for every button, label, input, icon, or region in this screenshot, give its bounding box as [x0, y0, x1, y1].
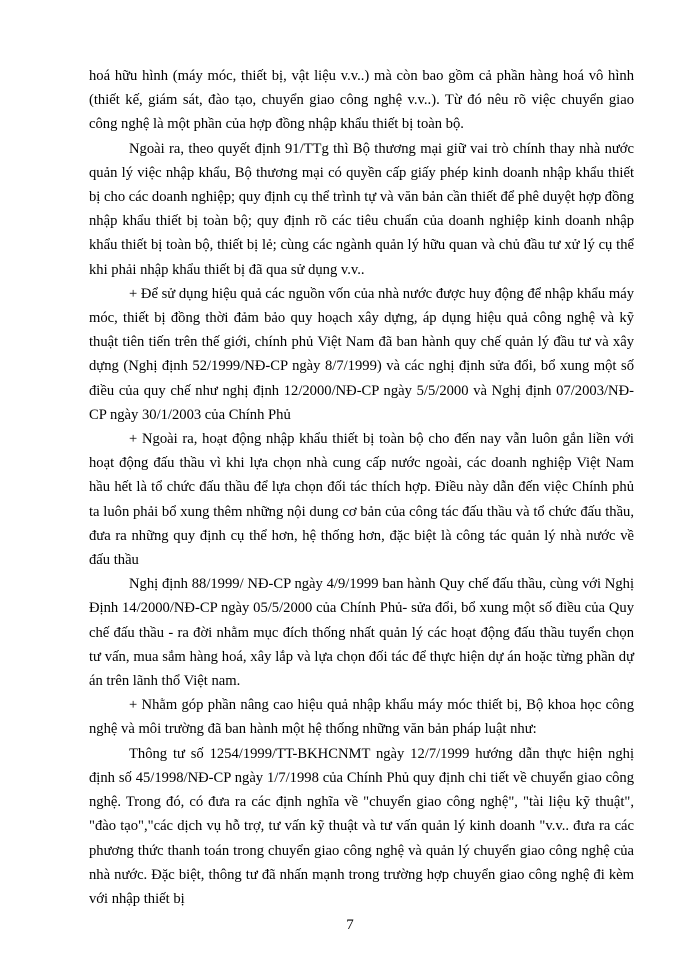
paragraph-ministry-science: + Nhằm góp phần nâng cao hiệu quả nhập khẩu máy móc thiết bị, Bộ khoa học công nghệ và môi trường đã ban hành một hệ thống những văn bản pháp luật như: — [89, 697, 634, 738]
paragraph-decision-91: Ngoài ra, theo quyết định 91/TTg thì Bộ thương mại giữ vai trò chính thay nhà nước quản lý việc nhập khẩu, Bộ thương mại có quyền cấp giấy phép kinh doanh nhập khẩu thiết bị cho các doanh nghiệp; quy định cụ thể trình tự và văn bản cần thiết để phê duyệt hợp đồng nhập khẩu thiết bị toàn bộ; quy định rõ các tiêu chuẩn của doanh nghiệp kinh doanh nhập khẩu thiết bị toàn bộ, thiết bị lẻ; cùng các ngành quản lý hữu quan và chủ đầu tư xử lý cụ thể khi phải nhập khẩu thiết bị đã qua sử dụng v.v.. — [89, 140, 634, 278]
paragraph-investment-regulation: + Để sử dụng hiệu quả các nguồn vốn của nhà nước được huy động để nhập khẩu máy móc, thiết bị đồng thời đảm bảo quy hoạch xây dựng, áp dụng hiệu quả công nghệ và kỹ thuật tiên tiến trên thế giới, chính phủ Việt Nam đã ban hành quy chế quản lý đầu tư và xây dựng (Nghị định 52/1999/NĐ-CP ngày 8/7/1999) và các nghị định sửa đổi, bổ xung một số điều của quy chế như nghị định 12/2000/NĐ-CP ngày 5/5/2000 và Nghị định 07/2003/NĐ-CP ngày 30/1/2003 của Chính Phủ — [89, 285, 634, 423]
body-text — [89, 64, 634, 911]
paragraph-circular-1254: Thông tư số 1254/1999/TT-BKHCNMT ngày 12/7/1999 hướng dẫn thực hiện nghị định số 45/1998/NĐ-CP ngày 1/7/1998 của Chính Phủ quy định chi tiết về chuyển giao công nghệ. Trong đó, có đưa ra các định nghĩa về "chuyển giao công nghệ", "tài liệu kỹ thuật", "đào tạo","các dịch vụ hỗ trợ, tư vấn kỹ thuật và tư vấn quản lý kinh doanh "v.v.. đưa ra các phương thức thanh toán trong chuyển giao công nghệ và quản lý chuyển giao công nghệ của nhà nước. Đặc biệt, thông tư đã nhấn mạnh trong trường hợp chuyển giao công nghệ đi kèm với nhập thiết bị — [89, 745, 634, 907]
paragraph-decree-88: Nghị định 88/1999/ NĐ-CP ngày 4/9/1999 ban hành Quy chế đấu thầu, cùng với Nghị Định 14/2000/NĐ-CP ngày 05/5/2000 của Chính Phủ- sửa đổi, bổ xung một số điều của Quy chế đấu thầu - ra đời nhằm mục đích thống nhất quản lý các hoạt động đấu thầu tuyển chọn tư vấn, mua sắm hàng hoá, xây lắp và lựa chọn đối tác để thực hiện dự án hoặc từng phần dự án trên lãnh thổ Việt nam. — [89, 576, 634, 690]
page-number: 7 — [346, 917, 354, 933]
paragraph-bidding-activity: + Ngoài ra, hoạt động nhập khẩu thiết bị toàn bộ cho đến nay vẫn luôn gắn liền với hoạt động đấu thầu vì khi lựa chọn nhà cung cấp nước ngoài, các doanh nghiệp Việt Nam hầu hết là tổ chức đấu thầu để lựa chọn đối tác thích hợp. Điều này dẫn đến việc Chính phủ ta luôn phải bổ xung thêm những nội dung cơ bản của công tác đấu thầu và tổ chức đấu thầu, đưa ra những quy định cụ thể hơn, hệ thống hơn, đặc biệt là công tác quản lý nhà nước về đấu thầu — [89, 431, 634, 569]
paragraph-continuation: hoá hữu hình (máy móc, thiết bị, vật liệu v.v..) mà còn bao gồm cả phần hàng hoá vô hình (thiết kế, giám sát, đào tạo, chuyển giao công nghệ v.v..). Từ đó nêu rõ việc chuyển giao công nghệ là một phần của hợp đồng nhập khẩu thiết bị toàn bộ. — [89, 68, 634, 133]
